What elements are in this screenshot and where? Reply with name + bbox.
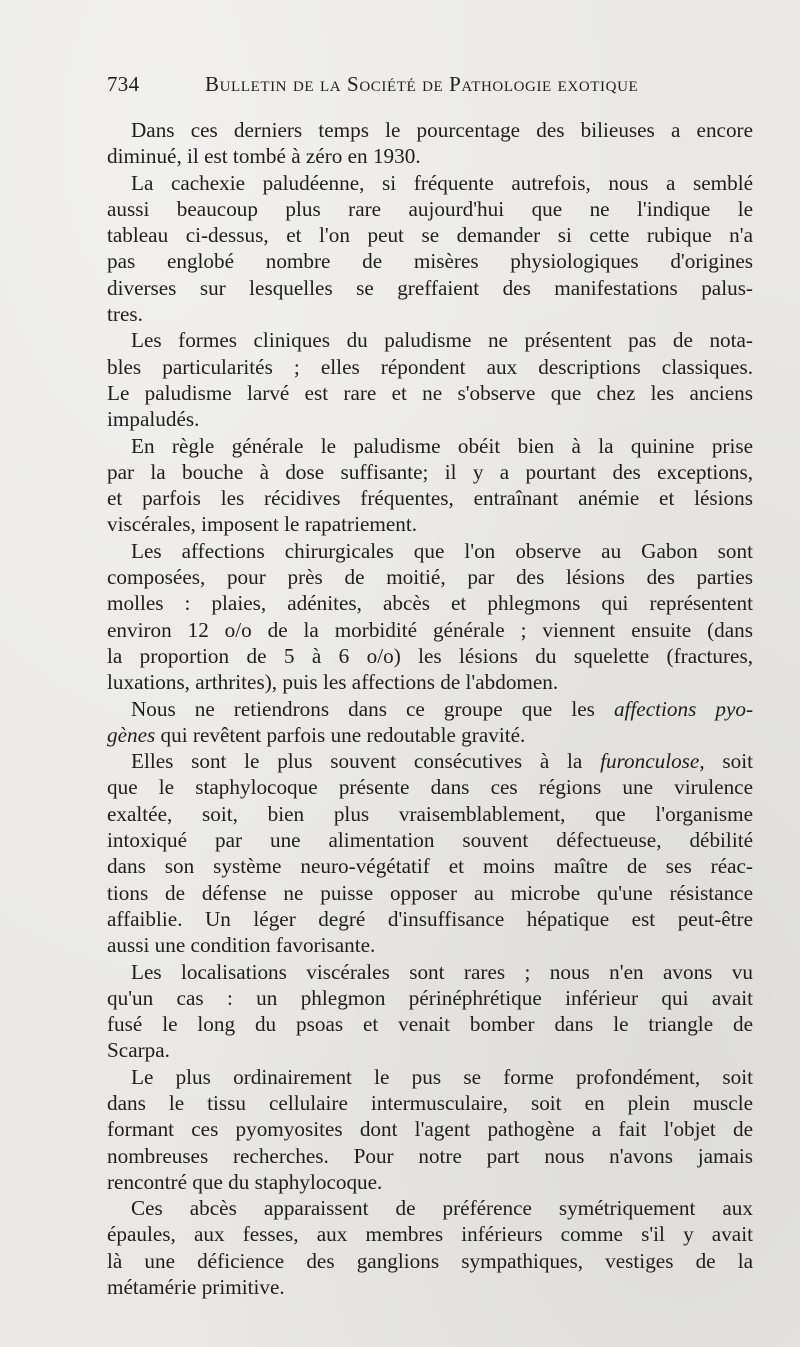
text-line — [107, 932, 753, 958]
text-line — [107, 143, 753, 169]
text-line — [107, 222, 753, 248]
line-text: Le paludisme larvé est rare et ne s'observe que chez les anciens — [107, 380, 753, 405]
text-line — [107, 275, 753, 301]
page-number: 734 — [107, 72, 140, 96]
text-line — [107, 301, 753, 327]
line-text: Les formes cliniques du paludisme ne présentent pas de nota- — [131, 328, 753, 353]
text-line — [107, 1143, 753, 1169]
text-line — [107, 1037, 753, 1063]
page-header — [107, 72, 755, 100]
text-line — [107, 196, 753, 222]
text-line — [107, 1248, 753, 1274]
line-text: luxations, arthrites), puis les affections de l'abdomen. — [107, 670, 559, 695]
text-line — [107, 406, 753, 432]
line-text: tres. — [107, 302, 143, 327]
text-line — [107, 696, 753, 722]
line-text: Nous ne retiendrons dans ce groupe que les — [131, 696, 614, 721]
line-text: métamérie primitive. — [107, 1275, 285, 1300]
text-line — [107, 748, 753, 774]
line-text: bles particularités ; elles répondent aux descriptions classiques. — [107, 354, 753, 379]
text-line — [107, 538, 753, 564]
text-line — [107, 354, 753, 380]
line-text: nombreuses recherches. Pour notre part nous n'avons jamais — [107, 1143, 753, 1168]
text-line — [107, 1169, 753, 1195]
text-line — [107, 511, 753, 537]
line-text: composées, pour près de moitié, par des lésions des parties — [107, 565, 753, 590]
line-text: Les affections chirurgicales que l'on observe au Gabon sont — [131, 538, 753, 563]
text-line — [107, 248, 753, 274]
text-line — [107, 1274, 753, 1300]
line-text: Le plus ordinairement le pus se forme profondément, soit — [131, 1064, 753, 1089]
text-line — [107, 643, 753, 669]
line-text: Elles sont le plus souvent consécutives à la — [131, 749, 601, 774]
line-text: tableau ci-dessus, et l'on peut se demander si cette rubique n'a — [107, 223, 753, 248]
line-text: tions de défense ne puisse opposer au microbe qu'une résistance — [107, 880, 753, 905]
text-line — [107, 1090, 753, 1116]
text-line — [107, 590, 753, 616]
text-line — [107, 433, 753, 459]
italic-term: furonculose — [600, 749, 700, 774]
line-text: qu'un cas : un phlegmon périnéphrétique inférieur qui avait — [107, 985, 753, 1010]
text-line — [107, 170, 753, 196]
line-text: rencontré que du staphylocoque. — [107, 1169, 383, 1194]
text-line — [107, 1011, 753, 1037]
line-text: environ 12 o/o de la morbidité générale ; viennent ensuite (dans — [107, 617, 753, 642]
line-text: exaltée, soit, bien plus vraisemblablement, que l'organisme — [107, 801, 753, 826]
line-text: diminué, il est tombé à zéro en 1930. — [107, 144, 421, 169]
text-line — [107, 1221, 753, 1247]
text-line — [107, 1116, 753, 1142]
text-line — [107, 853, 753, 879]
line-text: Dans ces derniers temps le pourcentage des bilieuses a encore — [131, 118, 753, 142]
line-text: Les localisations viscérales sont rares ; nous n'en avons vu — [131, 959, 753, 984]
italic-term: gènes — [107, 722, 156, 747]
text-line — [107, 617, 753, 643]
text-line — [107, 117, 753, 143]
line-text: qui revêtent parfois une redoutable gravité. — [155, 722, 526, 747]
text-line — [107, 906, 753, 932]
running-title: Bulletin de la Société de Pathologie exotique — [205, 72, 639, 96]
text-line — [107, 459, 753, 485]
text-line — [107, 1064, 753, 1090]
text-line — [107, 722, 753, 748]
line-text: affaiblie. Un léger degré d'insuffisance hépatique est peut-être — [107, 906, 753, 931]
line-text: diverses sur lesquelles se greffaient des manifestations palus- — [107, 275, 753, 300]
line-text: aussi beaucoup plus rare aujourd'hui que ne l'indique le — [107, 196, 753, 221]
text-line — [107, 774, 753, 800]
text-line — [107, 564, 753, 590]
text-line — [107, 327, 753, 353]
line-text: aussi une condition favorisante. — [107, 933, 376, 958]
text-line — [107, 827, 753, 853]
line-text: là une déficience des ganglions sympathiques, vestiges de la — [107, 1248, 753, 1273]
line-text: En règle générale le paludisme obéit bien à la quinine prise — [131, 433, 753, 458]
text-line — [107, 380, 753, 406]
line-text: Ces abcès apparaissent de préférence symétriquement aux — [131, 1196, 753, 1221]
text-line — [107, 801, 753, 827]
line-text: molles : plaies, adénites, abcès et phlegmons qui représentent — [107, 591, 753, 616]
text-line — [107, 880, 753, 906]
line-text: par la bouche à dose suffisante; il y a pourtant des exceptions, — [107, 459, 753, 484]
text-line — [107, 669, 753, 695]
line-text: impaludés. — [107, 407, 200, 432]
line-text: La cachexie paludéenne, si fréquente autrefois, nous a semblé — [131, 170, 753, 195]
line-text: dans son système neuro-végétatif et moins maître de ses réac- — [107, 854, 753, 879]
text-line — [107, 985, 753, 1011]
line-text: Scarpa. — [107, 1038, 170, 1063]
text-line — [107, 485, 753, 511]
line-text: pas englobé nombre de misères physiologiques d'origines — [107, 249, 753, 274]
line-text: que le staphylocoque présente dans ces régions une virulence — [107, 775, 753, 800]
line-text-after: , soit — [699, 749, 753, 774]
line-text: formant ces pyomyosites dont l'agent pathogène a fait l'objet de — [107, 1117, 753, 1142]
text-line — [107, 1195, 753, 1221]
text-line — [107, 959, 753, 985]
line-text: viscérales, imposent le rapatriement. — [107, 512, 418, 537]
italic-term: affections pyo- — [613, 696, 754, 721]
line-text: épaules, aux fesses, aux membres inférieurs comme s'il y avait — [107, 1222, 753, 1247]
line-text: la proportion de 5 à 6 o/o) les lésions du squelette (fractures, — [107, 643, 753, 668]
line-text: et parfois les récidives fréquentes, entraînant anémie et lésions — [107, 486, 753, 511]
body-text — [107, 117, 753, 1300]
line-text: fusé le long du psoas et venait bomber dans le triangle de — [107, 1012, 753, 1037]
line-text: intoxiqué par une alimentation souvent défectueuse, débilité — [107, 828, 753, 853]
line-text: dans le tissu cellulaire intermusculaire, soit en plein muscle — [107, 1090, 753, 1115]
